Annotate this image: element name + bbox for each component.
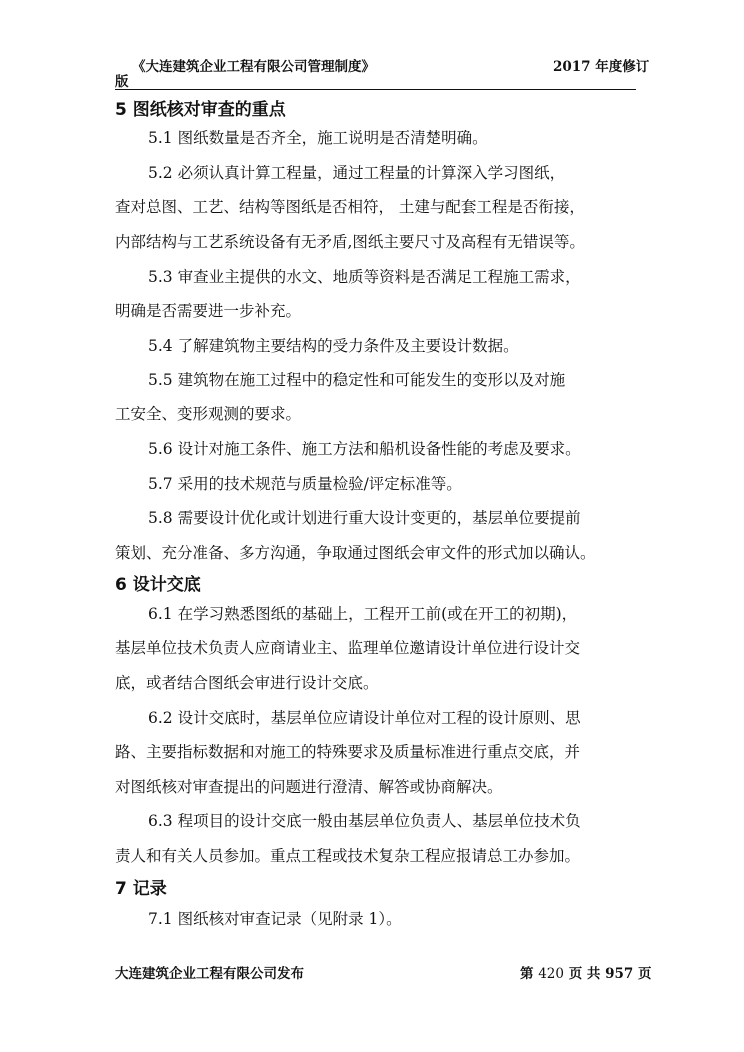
paragraph-line: 路、主要指标数据和对施工的特殊要求及质量标准进行重点交底，并: [115, 743, 581, 761]
paragraph-line: 查对总图、工艺、结构等图纸是否相符， 土建与配套工程是否衔接，: [115, 198, 585, 216]
paragraph-line: 7.1 图纸核对审查记录（见附录 1）。: [148, 910, 402, 928]
page-suffix: 页: [637, 966, 652, 982]
paragraph-line: 工安全、变形观测的要求。: [115, 405, 302, 423]
footer-page-info: [520, 962, 651, 982]
paragraph-line: 基层单位技术负责人应商请业主、监理单位邀请设计单位进行设计交: [115, 639, 581, 657]
paragraph-line: 6.3 程项目的设计交底一般由基层单位负责人、基层单位技术负: [148, 812, 581, 830]
paragraph-line: 策划、充分准备、多方沟通，争取通过图纸会审文件的形式加以确认。: [115, 544, 596, 562]
paragraph-line: 5.6 设计对施工条件、施工方法和船机设备性能的考虑及要求。: [148, 440, 581, 458]
page-mid: 页 共: [568, 966, 601, 982]
paragraph-line: 5.3 审查业主提供的水文、地质等资料是否满足工程施工需求，: [148, 268, 581, 286]
paragraph-line: 5.5 建筑物在施工过程中的稳定性和可能发生的变形以及对施: [148, 371, 566, 389]
page-prefix: 第: [520, 966, 534, 982]
page-number: 420: [538, 966, 564, 982]
paragraph-line: 明确是否需要进一步补充。: [115, 302, 302, 320]
header-revision-wrap: 版: [115, 74, 129, 90]
paragraph-line: 责人和有关人员参加。重点工程或技术复杂工程应报请总工办参加。: [115, 847, 581, 865]
section-heading: 6 设计交底: [115, 575, 201, 595]
paragraph-line: 底，或者结合图纸会审进行设计交底。: [115, 674, 379, 692]
paragraph-line: 5.1 图纸数量是否齐全，施工说明是否清楚明确。: [148, 129, 488, 147]
header-title: 《大连建筑企业工程有限公司管理制度》: [132, 59, 375, 75]
header-rule: [115, 89, 636, 90]
page-total: 957: [605, 966, 634, 982]
paragraph-line: 5.4 了解建筑物主要结构的受力条件及主要设计数据。: [148, 337, 519, 355]
header-revision: 2017 年度修订: [553, 59, 650, 75]
paragraph-line: 5.2 必须认真计算工程量，通过工程量的计算深入学习图纸，: [148, 164, 566, 182]
paragraph-line: 5.8 需要设计优化或计划进行重大设计变更的，基层单位要提前: [148, 509, 581, 527]
paragraph-line: 对图纸核对审查提出的问题进行澄清、解答或协商解决。: [115, 778, 503, 796]
section-heading: 7 记录: [115, 879, 167, 899]
paragraph-line: 内部结构与工艺系统设备有无矛盾,图纸主要尺寸及高程有无错误等。: [115, 233, 585, 251]
paragraph-line: 6.2 设计交底时，基层单位应请设计单位对工程的设计原则、思: [148, 709, 581, 727]
paragraph-line: 6.1 在学习熟悉图纸的基础上，工程开工前(或在开工的初期)，: [148, 605, 578, 623]
paragraph-line: 5.7 采用的技术规范与质量检验/评定标准等。: [148, 475, 462, 493]
footer-publisher: 大连建筑企业工程有限公司发布: [115, 966, 304, 982]
section-heading: 5 图纸核对审查的重点: [115, 100, 286, 120]
